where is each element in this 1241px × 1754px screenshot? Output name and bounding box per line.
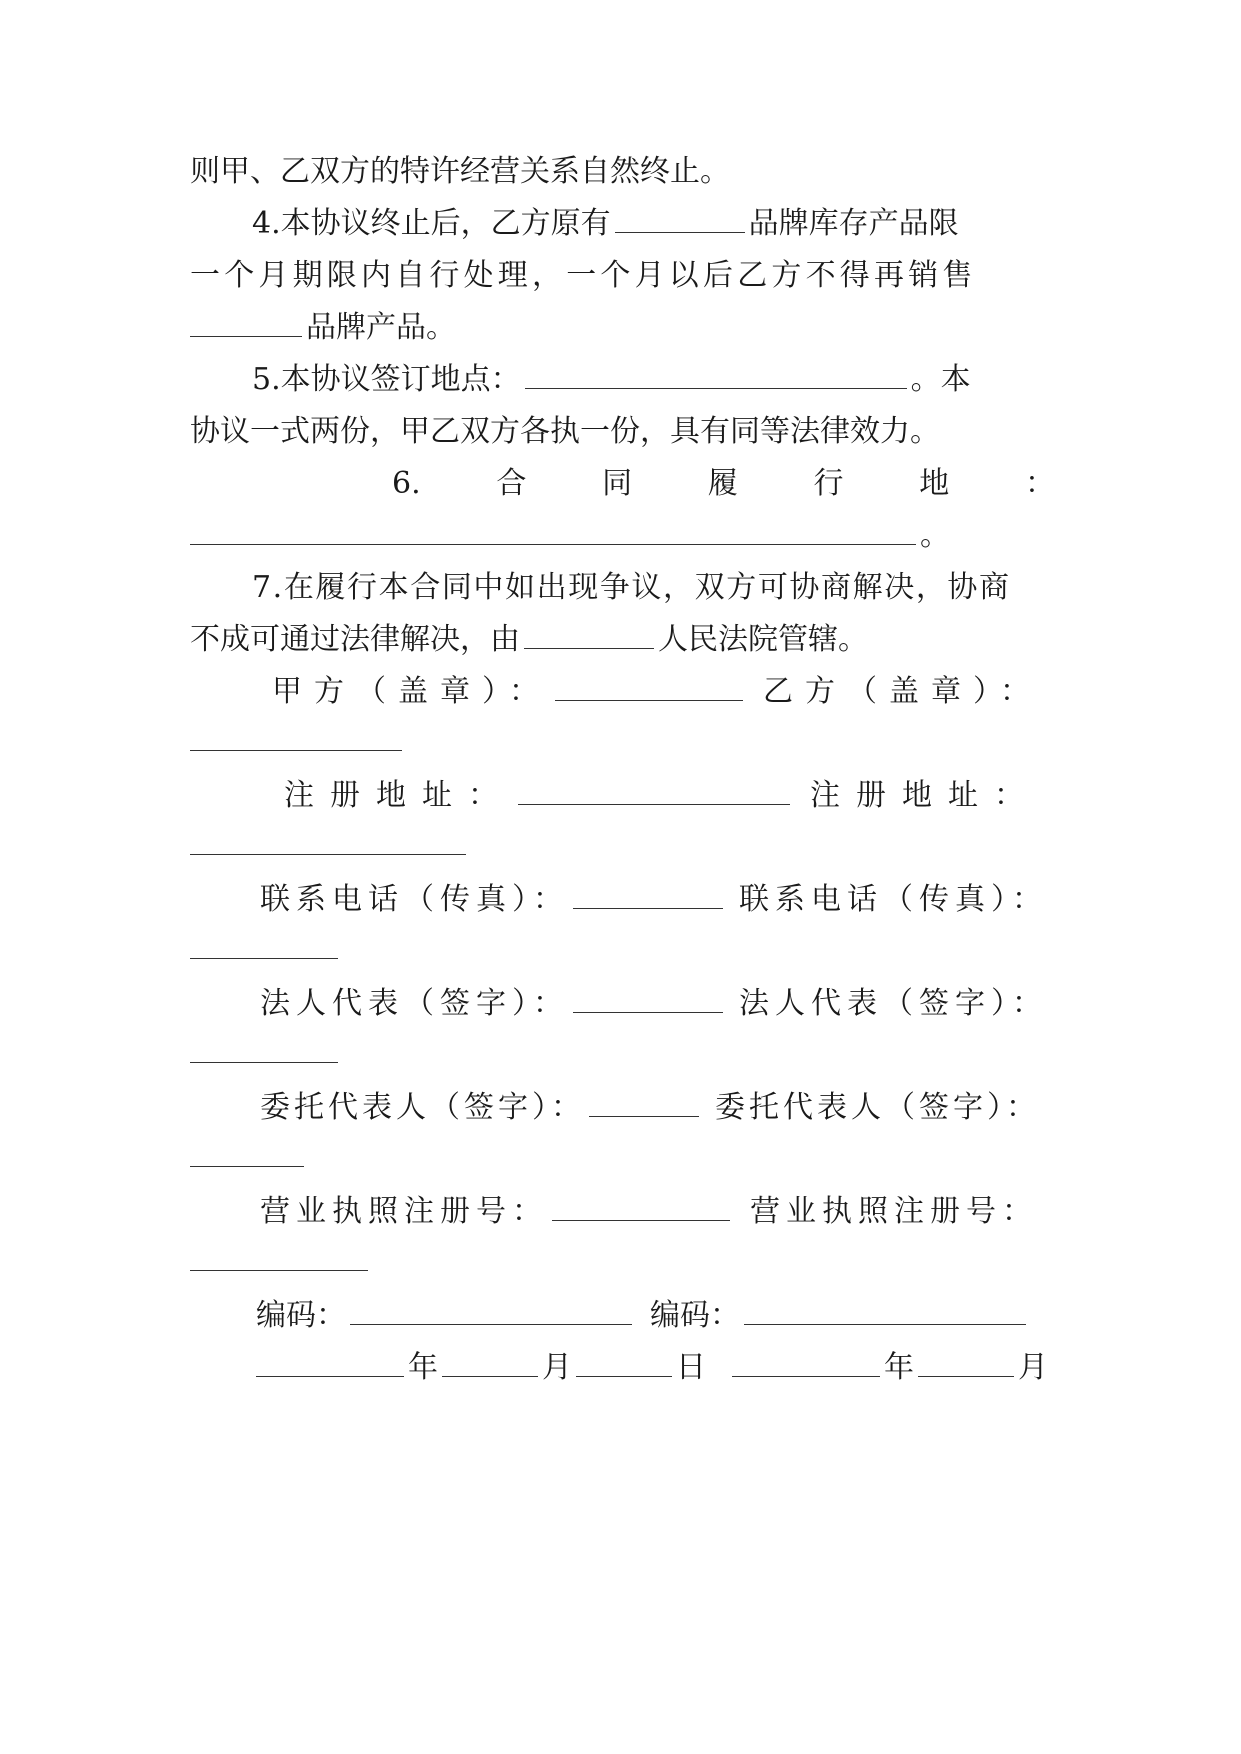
party-a-license-field[interactable] [552,1194,730,1221]
clause-5-line-1 [190,360,1055,400]
party-b-month-field[interactable] [918,1350,1014,1377]
clause-7-line-1 [190,568,1055,608]
clause-text: 7.在履行本合同中如出现争议，双方可协商解决，协商 [252,570,1011,605]
phone-row [260,880,1055,920]
blank-field[interactable] [525,362,907,389]
clause-text: 。本 [910,362,971,397]
party-a-legal-rep-field[interactable] [573,986,723,1013]
clause-4-line-3 [190,308,1055,348]
party-b-legal-rep-field[interactable] [190,1062,338,1063]
party-b-phone-label: 联系电话（传真）： [739,882,1048,917]
party-a-address-label: 注册地址： [284,778,514,813]
clause-text: 4.本协议终止后，乙方原有 [252,206,611,241]
blank-field[interactable] [190,518,916,545]
clause-text: 人民法院管辖。 [658,622,868,657]
clause-text: 品牌库存产品限 [748,206,959,241]
year-label: 年 [408,1350,438,1385]
party-a-code-field[interactable] [350,1298,632,1325]
party-b-address-label: 注册地址： [810,778,1040,813]
clause-text: 不成可通过法律解决，由 [190,622,520,657]
party-b-agent-field[interactable] [190,1166,304,1167]
code-row [256,1296,1055,1336]
paragraph-line [190,152,1055,192]
month-label: 月 [542,1350,572,1385]
clause-6-line-1 [392,464,1055,504]
party-b-phone-field[interactable] [190,958,338,959]
blank-field[interactable] [190,310,302,337]
party-b-license-label: 营业执照注册号： [750,1194,1038,1229]
party-a-license-label: 营业执照注册号： [260,1194,548,1229]
clause-char: 地 [919,466,950,501]
party-a-agent-field[interactable] [589,1090,699,1117]
clause-text: 协议一式两份，甲乙双方各执一份，具有同等法律效力。 [190,414,940,449]
party-a-seal-field[interactable] [555,674,743,701]
license-row [260,1192,1055,1232]
legal-rep-row [260,984,1055,1024]
party-b-agent-label: 委托代表人（签字）： [715,1090,1040,1125]
party-b-seal-field[interactable] [190,750,402,751]
party-a-agent-label: 委托代表人（签字）： [260,1090,585,1125]
party-a-day-field[interactable] [576,1350,672,1377]
party-b-seal-label: 乙方（盖章）： [763,674,1042,709]
month-label: 月 [1018,1350,1048,1385]
text-line: 则甲、乙双方的特许经营关系自然终止。 [190,154,730,189]
address-row [284,776,1055,816]
clause-char: 合 [496,466,527,501]
clause-7-line-2 [190,620,1055,660]
day-label: 日 [676,1350,706,1385]
party-a-phone-field[interactable] [573,882,723,909]
party-a-month-field[interactable] [442,1350,538,1377]
party-a-legal-rep-label: 法人代表（签字）： [260,986,569,1021]
clause-4-line-2 [190,256,1055,296]
party-b-year-field[interactable] [732,1350,880,1377]
party-b-code-label: 编码： [650,1298,740,1333]
party-b-address-field[interactable] [190,854,466,855]
clause-5-line-2 [190,412,1055,452]
clause-char: 同 [602,466,633,501]
clause-char: 履 [707,466,738,501]
blank-field[interactable] [524,622,654,649]
party-b-code-field[interactable] [744,1298,1026,1325]
clause-4-line-1 [190,204,1055,244]
clause-text: 。 [920,518,950,553]
party-a-year-field[interactable] [256,1350,404,1377]
date-row [256,1348,1055,1388]
party-a-code-label: 编码： [256,1298,346,1333]
seal-row [272,672,1055,712]
party-a-seal-label: 甲方（盖章）： [272,674,551,709]
agent-row [260,1088,1055,1128]
clause-text: 品牌产品。 [306,310,456,345]
party-b-legal-rep-label: 法人代表（签字）： [739,986,1048,1021]
blank-field[interactable] [615,206,745,233]
clause-char: 6. [392,466,421,501]
clause-char: 行 [813,466,844,501]
year-label: 年 [884,1350,914,1385]
party-a-phone-label: 联系电话（传真）： [260,882,569,917]
party-a-address-field[interactable] [518,778,790,805]
clause-text: 5.本协议签订地点： [252,362,521,397]
clause-char: ： [1024,466,1055,501]
clause-6-line-2 [190,516,1055,556]
party-b-license-field[interactable] [190,1270,368,1271]
clause-text: 一个月期限内自行处理，一个月以后乙方不得再销售 [190,258,977,293]
